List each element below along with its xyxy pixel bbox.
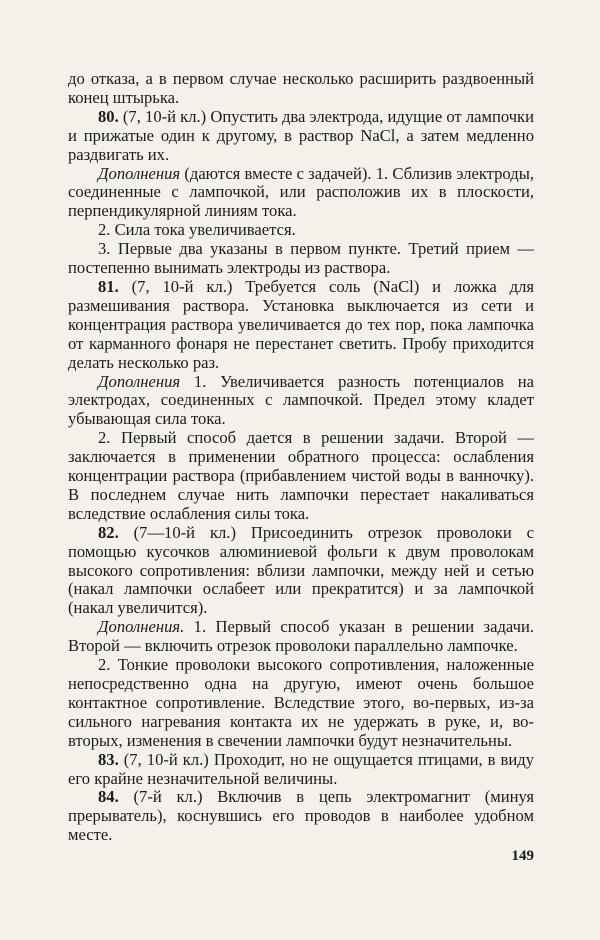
paragraph: 3. Первые два указаны в первом пункте. Третий прием — постепенно вынимать электроды из раствора. [68,239,534,278]
paragraph-continuation: до отказа, а в первом случае несколько расширить раздвоенный конец штырька. [68,69,534,107]
answer-number: 81. [98,276,119,296]
body-text [68,70,534,845]
additions-80: Дополнения (даются вместе с задачей). 1. Сблизив электроды, соединенные с лампочкой, или расположив их в плоскости, перпендикулярной линиям тока. [68,163,534,221]
additions-81: Дополнения 1. Увеличивается разность потенциалов на электродах, соединенных с лампочкой. Предел этому кладет убывающая сила тока. [68,371,534,429]
additions-heading: Дополнения [98,163,181,183]
paragraph: 2. Тонкие проволоки высокого сопротивления, наложенные непосредственно одна на другую, имеют очень большое контактное сопротивление. Вследствие этого, во-первых, из-за сильного нагревания контакта их не удержать в руке, и, во-вторых, изменения в свечении лампочки будут незначительны. [68,655,534,750]
answer-number: 83. [98,749,119,769]
answer-82: 82. (7—10-й кл.) Присоединить отрезок проволоки с помощью кусочков алюминиевой фольги к двум проволокам высокого сопротивления: вблизи лампочки, между ней и сетью (накал лампочки ослабеет или прекратится) и за лампочкой (накал увеличится). [68,522,534,618]
answer-number: 80. [98,106,119,126]
additions-82: Дополнения. 1. Первый способ указан в решении задачи. Второй — включить отрезок проволоки параллельно лампочке. [68,617,534,656]
page-number: 149 [511,848,534,864]
additions-heading: Дополнения [98,371,181,391]
answer-83: 83. (7, 10-й кл.) Проходит, но не ощущается птицами, в виду его крайне незначительной величины. [68,749,534,788]
answer-80: 80. (7, 10-й кл.) Опустить два электрода, идущие от лампочки и прижатые один к другому, в раствор NaCl, а затем медленно раздвигать их. [68,106,534,164]
answer-84: 84. (7-й кл.) Включив в цепь электромагнит (минуя прерыватель), коснувшись его проводов в наиболее удобном месте. [68,787,534,845]
answer-number: 82. [98,522,119,542]
answer-number: 84. [98,787,119,807]
additions-heading: Дополнения. [98,617,185,637]
paragraph: 2. Первый способ дается в решении задачи. Второй — заключается в применении обратного процесса: ослабления концентрации раствора (прибавлением чистой воды в ванночку). В последнем случае нить лампочки перестает накаливаться вследствие ослабления силы тока. [68,428,534,523]
paragraph: 2. Сила тока увеличивается. [98,220,296,240]
answer-81: 81. (7, 10-й кл.) Требуется соль (NaCl) и ложка для размешивания раствора. Установка выключается из сети и концентрация раствора увеличивается до тех пор, пока лампочка от карманного фонаря не перестанет светить. Пробу приходится делать несколько раз. [68,276,534,372]
